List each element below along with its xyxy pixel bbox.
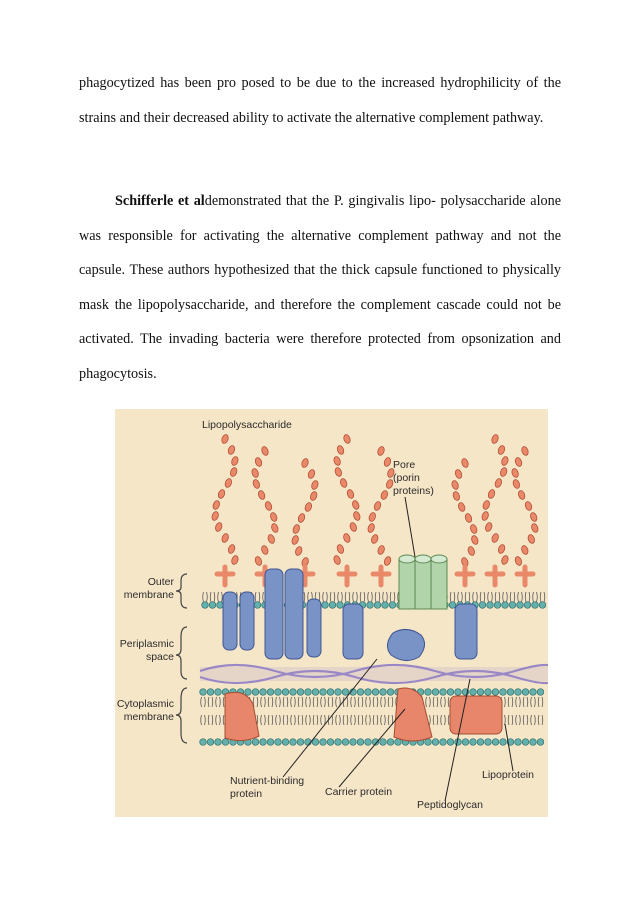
author-citation: Schifferle et al	[115, 193, 205, 209]
cyto-membrane-head	[500, 689, 507, 696]
cyto-membrane-head	[477, 739, 484, 746]
cyto-membrane-head	[470, 689, 477, 696]
cyto-membrane-head	[522, 739, 529, 746]
outer-membrane-head	[479, 602, 486, 609]
cyto-membrane-head	[387, 739, 394, 746]
outer-membrane-head	[337, 602, 344, 609]
cyto-membrane-head	[320, 689, 327, 696]
cyto-membrane-head	[305, 689, 312, 696]
cyto-membrane-head	[387, 689, 394, 696]
cyto-membrane-head	[252, 739, 259, 746]
outer-membrane-head	[254, 602, 261, 609]
outer-membrane-head	[329, 602, 336, 609]
periplasmic-binding-protein	[387, 629, 424, 660]
outer-membrane-protein	[265, 569, 283, 659]
cyto-membrane-head	[485, 689, 492, 696]
cyto-membrane-head	[440, 689, 447, 696]
cyto-membrane-head	[440, 739, 447, 746]
label-outer-2: membrane	[123, 589, 174, 601]
label-cytoplasmic-1: Cytoplasmic	[116, 698, 174, 710]
outer-membrane-head	[502, 602, 509, 609]
cyto-membrane-head	[447, 739, 454, 746]
outer-membrane-head	[487, 602, 494, 609]
cyto-membrane-head	[530, 689, 537, 696]
cyto-membrane-head	[200, 739, 207, 746]
cyto-membrane-head	[462, 739, 469, 746]
label-cytoplasmic-2: membrane	[123, 711, 174, 723]
cyto-membrane-head	[260, 739, 267, 746]
cyto-membrane-head	[312, 689, 319, 696]
cyto-membrane-head	[492, 689, 499, 696]
paragraph-1: phagocytized has been pro posed to be due to the increased hydrophilicity of the strains and their decreased ability to activate the alternative complement pathway.	[79, 75, 561, 126]
peptidoglycan-layer	[200, 667, 548, 681]
cyto-membrane-head	[357, 739, 364, 746]
cyto-membrane-head	[432, 739, 439, 746]
label-carrier: Carrier protein	[325, 786, 393, 798]
cyto-membrane-head	[365, 689, 372, 696]
cyto-membrane-head	[297, 689, 304, 696]
porin-protein	[431, 559, 447, 609]
outer-membrane-head	[517, 602, 524, 609]
outer-membrane-head	[494, 602, 501, 609]
cyto-membrane-head	[350, 739, 357, 746]
cyto-membrane-head	[492, 739, 499, 746]
cyto-membrane-head	[522, 689, 529, 696]
cyto-membrane-head	[455, 689, 462, 696]
cyto-membrane-head	[485, 739, 492, 746]
cyto-membrane-head	[222, 739, 229, 746]
outer-membrane-head	[382, 602, 389, 609]
outer-membrane-head	[389, 602, 396, 609]
cyto-membrane-head	[515, 739, 522, 746]
cyto-membrane-head	[380, 689, 387, 696]
label-lipoprotein: Lipoprotein	[482, 769, 534, 781]
cyto-membrane-head	[432, 689, 439, 696]
cyto-membrane-head	[335, 689, 342, 696]
outer-membrane-head	[209, 602, 216, 609]
outer-membrane-protein	[285, 569, 303, 659]
cyto-membrane-head	[380, 739, 387, 746]
cell-envelope-figure	[115, 409, 548, 817]
cyto-membrane-head	[207, 739, 214, 746]
cell-envelope-diagram	[115, 409, 548, 817]
cyto-membrane-head	[297, 739, 304, 746]
cyto-membrane-head	[327, 739, 334, 746]
outer-membrane-head	[539, 602, 546, 609]
cyto-membrane-head	[515, 689, 522, 696]
cyto-membrane-head	[447, 689, 454, 696]
outer-membrane-protein	[343, 604, 363, 659]
cyto-membrane-head	[327, 689, 334, 696]
outer-membrane-head	[322, 602, 329, 609]
cyto-membrane-head	[537, 689, 544, 696]
cyto-membrane-head	[425, 739, 432, 746]
cyto-membrane-head	[252, 689, 259, 696]
lipoprotein-block	[450, 696, 502, 734]
cyto-membrane-head	[267, 689, 274, 696]
cyto-membrane-head	[530, 739, 537, 746]
paragraph-2-text: demonstrated that the P. gingivalis lipo- polysaccharide alone was responsible for activating the alternative complement pathway and not the capsule. These authors hypothesized that the thick capsule functioned to physically mask the lipopolysaccharide, and therefore the complement cascade could not be activated. The invading bacteria were therefore protected from opsonization and phagocytosis.	[79, 193, 561, 382]
outer-membrane-head	[532, 602, 539, 609]
outer-membrane-protein	[307, 599, 321, 657]
cyto-membrane-head	[320, 739, 327, 746]
label-pore-2: (porin	[393, 472, 420, 484]
cyto-membrane-head	[290, 689, 297, 696]
porin-top	[399, 555, 415, 563]
cyto-membrane-head	[365, 739, 372, 746]
label-lipopolysaccharide: Lipopolysaccharide	[202, 419, 292, 431]
paragraph-2	[79, 184, 561, 391]
outer-membrane-protein	[240, 592, 254, 650]
label-pore-1: Pore	[393, 459, 416, 471]
cyto-membrane-head	[425, 689, 432, 696]
cyto-membrane-head	[477, 689, 484, 696]
cyto-membrane-head	[342, 739, 349, 746]
outer-membrane-protein	[455, 604, 477, 659]
cyto-membrane-head	[372, 689, 379, 696]
cyto-membrane-head	[290, 739, 297, 746]
outer-membrane-protein	[223, 592, 237, 650]
figure-background	[115, 409, 548, 817]
outer-membrane-head	[217, 602, 224, 609]
cyto-membrane-head	[275, 689, 282, 696]
label-outer-1: Outer	[147, 576, 174, 588]
cyto-membrane-head	[245, 689, 252, 696]
cyto-membrane-head	[335, 739, 342, 746]
cyto-membrane-head	[282, 689, 289, 696]
label-nutrient-1: Nutrient-binding	[230, 775, 305, 787]
outer-membrane-head	[202, 602, 209, 609]
label-nutrient-2: protein	[230, 788, 263, 800]
cyto-membrane-head	[507, 689, 514, 696]
cyto-membrane-head	[267, 739, 274, 746]
cyto-membrane-head	[275, 739, 282, 746]
porin-top	[431, 555, 447, 563]
cyto-membrane-head	[357, 689, 364, 696]
cyto-membrane-head	[342, 689, 349, 696]
cyto-membrane-head	[207, 689, 214, 696]
cyto-membrane-head	[282, 739, 289, 746]
label-periplasmic-1: Periplasmic	[119, 638, 174, 650]
porin-protein	[399, 559, 415, 609]
cyto-membrane-head	[200, 689, 207, 696]
label-pore-3: proteins)	[393, 485, 434, 497]
outer-membrane-head	[374, 602, 381, 609]
outer-membrane-head	[449, 602, 456, 609]
outer-membrane-head	[509, 602, 516, 609]
label-periplasmic-2: space	[145, 651, 174, 663]
porin-top	[415, 555, 431, 563]
label-peptidoglycan: Peptidoglycan	[417, 799, 483, 811]
cyto-membrane-head	[500, 739, 507, 746]
cyto-membrane-head	[537, 739, 544, 746]
cyto-membrane-head	[470, 739, 477, 746]
outer-membrane-head	[524, 602, 531, 609]
cyto-membrane-head	[215, 739, 222, 746]
outer-membrane-head	[367, 602, 374, 609]
porin-protein	[415, 559, 431, 609]
cyto-membrane-head	[260, 689, 267, 696]
cyto-membrane-head	[215, 689, 222, 696]
